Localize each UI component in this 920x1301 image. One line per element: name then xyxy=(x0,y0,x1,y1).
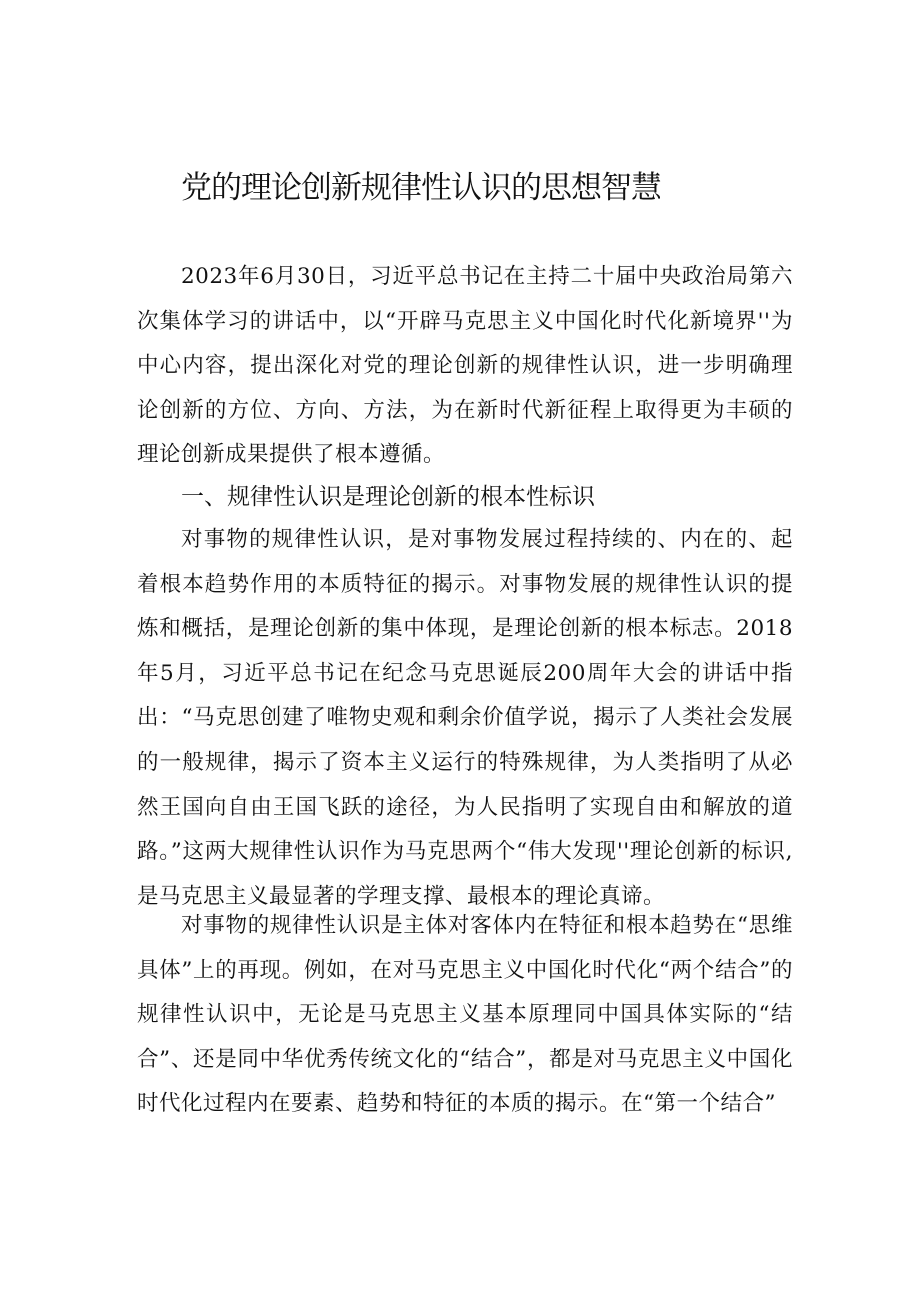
section-paragraph-1: 对事物的规律性认识，是对事物发展过程持续的、内在的、起着根本趋势作用的本质特征的揭示。对事物发展的规律性认识的提炼和概括，是理论创新的集中体现，是理论创新的根本标志。2018年5月，习近平总书记在纪念马克思诞辰200周年大会的讲话中指出：“马克思创建了唯物史观和剩余价值学说，揭示了人类社会发展的一般规律，揭示了资本主义运行的特殊规律，为人类指明了从必然王国向自由王国飞跃的途径，为人民指明了实现自由和解放的道路。”这两大规律性认识作为马克思两个“伟大发现''理论创新的标识,是马克思主义最显著的学理支撑、最根本的理论真谛。 xyxy=(137,527,793,909)
document-title: 党的理论创新规律性认识的思想智慧 xyxy=(181,170,661,206)
intro-paragraph: 2023年6月30日，习近平总书记在主持二十届中央政治局第六次集体学习的讲话中，以“开辟马克思主义中国化时代化新境界''为中心内容，提出深化对党的理论创新的规律性认识，进一步明确理论创新的方位、方向、方法，为在新时代新征程上取得更为丰硕的理论创新成果提供了根本遵循。 xyxy=(137,264,793,468)
section-paragraph-2: 对事物的规律性认识是主体对客体内在特征和根本趋势在“思维具体”上的再现。例如，在对马克思主义中国化时代化“两个结合”的规律性认识中，无论是马克思主义基本原理同中国具体实际的“结合”、还是同中华优秀传统文化的“结合”，都是对马克思主义中国化时代化过程内在要素、趋势和特征的本质的揭示。在“第一个结合” xyxy=(137,913,793,1117)
section-heading: 一、规律性认识是理论创新的根本性标识 xyxy=(181,484,595,510)
